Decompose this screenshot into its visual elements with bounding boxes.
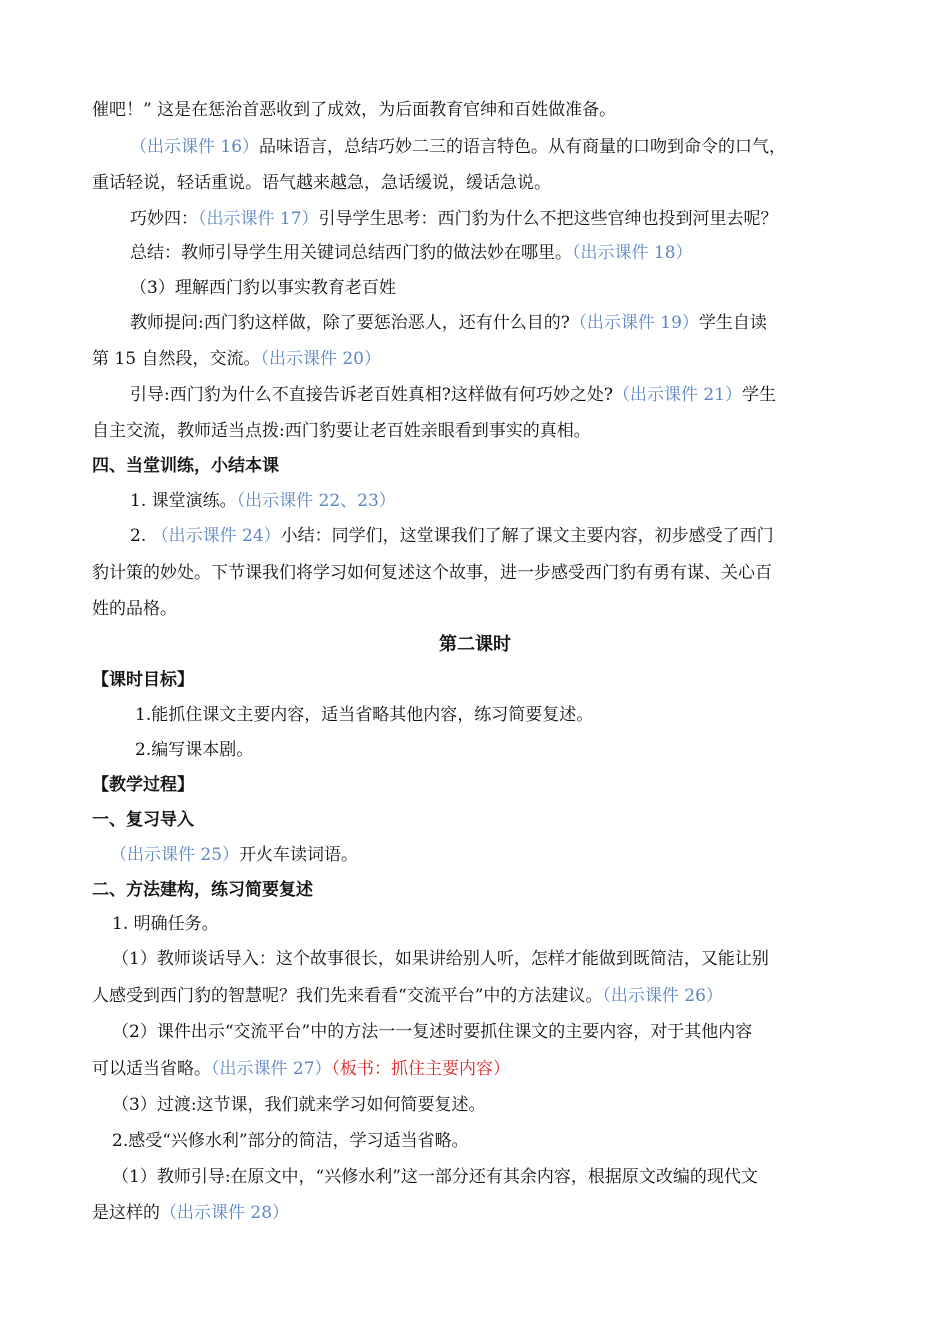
text: 【教学过程】	[92, 775, 194, 795]
paragraph-line	[92, 1201, 289, 1225]
text: 2.感受“兴修水利”部分的简洁，学习适当省略。	[112, 1131, 469, 1151]
text: 1.能抓住课文主要内容，适当省略其他内容，练习简要复述。	[135, 705, 594, 725]
courseware-ref: （出示课件 22、23）	[236, 491, 396, 511]
section-heading	[92, 878, 313, 902]
text: 第二课时	[439, 634, 511, 655]
paragraph-line	[130, 524, 774, 548]
paragraph-line	[112, 1165, 758, 1189]
paragraph-line	[110, 843, 358, 867]
paragraph-line	[135, 738, 253, 762]
paragraph-line	[92, 984, 723, 1008]
paragraph-line	[112, 947, 769, 971]
text: 是这样的	[92, 1203, 160, 1223]
paragraph-line	[112, 1020, 752, 1044]
paragraph-line	[92, 597, 177, 621]
courseware-ref: （出示课件 18）	[572, 243, 693, 263]
text: （1）教师引导:在原文中，“兴修水利”这一部分还有其余内容，根据原文改编的现代文	[112, 1167, 758, 1187]
paragraph-line	[130, 383, 776, 407]
courseware-ref: （出示课件 26）	[602, 986, 723, 1006]
section-heading	[92, 773, 194, 797]
text: 引导:西门豹为什么不直接告诉老百姓真相?这样做有何巧妙之处?	[130, 385, 613, 405]
courseware-ref: （出示课件 19）	[569, 313, 699, 333]
paragraph-line	[130, 207, 778, 231]
text: 学生	[742, 385, 777, 405]
courseware-ref: （出示课件 25）	[110, 845, 240, 865]
text: 2.	[130, 526, 152, 546]
text: 催吧！” 这是在惩治首恶收到了成效，为后面教育官绅和百姓做准备。	[92, 100, 617, 120]
paragraph-line	[112, 1129, 469, 1153]
paragraph-line	[130, 241, 693, 265]
text: 2.编写课本剧。	[135, 740, 254, 760]
paragraph-line	[112, 1093, 486, 1117]
paragraph-line	[135, 703, 593, 727]
text: 学生自读	[698, 313, 767, 333]
text: 人感受到西门豹的智慧呢？我们先来看看“交流平台”中的方法建议。	[92, 986, 603, 1006]
courseware-ref: （出示课件 21）	[612, 385, 743, 405]
text: 教师提问:西门豹这样做，除了要惩治恶人，还有什么目的?	[130, 313, 570, 333]
text: 四、当堂训练，小结本课	[92, 456, 279, 476]
paragraph-line	[92, 561, 772, 585]
text: 可以适当省略。	[92, 1059, 211, 1079]
text: 引导学生思考：西门豹为什么不把这些官绅也投到河里去呢？	[318, 209, 778, 229]
text: 小结：同学们，这堂课我们了解了课文主要内容，初步感受了西门	[280, 526, 774, 546]
paragraph-line	[130, 135, 786, 159]
paragraph-line	[130, 489, 396, 513]
text: 品味语言，总结巧妙二三的语言特色。从有商量的口吻到命令的口气，	[259, 137, 787, 157]
paragraph-line	[112, 912, 219, 936]
courseware-ref: （出示课件 24）	[151, 526, 281, 546]
text: 重话轻说，轻话重说。语气越来越急，急话缓说，缓话急说。	[92, 173, 551, 193]
text: （2）课件出示“交流平台”中的方法一一复述时要抓住课文的主要内容，对于其他内容	[112, 1022, 753, 1042]
courseware-ref: （出示课件 27）	[211, 1059, 332, 1079]
text: 姓的品格。	[92, 599, 177, 619]
board-note: （板书：抓住主要内容）	[331, 1059, 511, 1079]
lesson-title	[0, 633, 950, 657]
paragraph-line	[92, 419, 591, 443]
text: 1. 明确任务。	[112, 914, 219, 934]
section-heading	[92, 454, 279, 478]
paragraph-line	[92, 347, 381, 371]
paragraph-line	[130, 276, 396, 300]
text: （1）教师谈话导入：这个故事很长，如果讲给别人听，怎样才能做到既简洁，又能让别	[112, 949, 769, 969]
courseware-ref: （出示课件 20）	[260, 349, 381, 369]
courseware-ref: （出示课件 16）	[130, 137, 260, 157]
section-heading	[92, 668, 194, 692]
text: 总结：教师引导学生用关键词总结西门豹的做法妙在哪里。	[130, 243, 572, 263]
courseware-ref: （出示课件 17）	[198, 209, 319, 229]
text: 第 15 自然段，交流。	[92, 349, 261, 369]
paragraph-line	[92, 171, 551, 195]
text: （3）理解西门豹以事实教育老百姓	[130, 278, 396, 298]
paragraph-line	[130, 311, 767, 335]
text: 豹计策的妙处。下节课我们将学习如何复述这个故事，进一步感受西门豹有勇有谋、关心百	[92, 563, 772, 583]
text: 1. 课堂演练。	[130, 491, 237, 511]
text: （3）过渡:这节课，我们就来学习如何简要复述。	[112, 1095, 486, 1115]
section-heading	[92, 808, 194, 832]
text: 开火车读词语。	[239, 845, 359, 865]
courseware-ref: （出示课件 28）	[160, 1203, 290, 1223]
text: 一、复习导入	[92, 810, 194, 830]
text: 【课时目标】	[92, 670, 194, 690]
text: 二、方法建构，练习简要复述	[92, 880, 313, 900]
paragraph-line	[92, 98, 616, 122]
paragraph-line	[92, 1057, 510, 1081]
text: 巧妙四：	[130, 209, 198, 229]
text: 自主交流，教师适当点拨:西门豹要让老百姓亲眼看到事实的真相。	[92, 421, 591, 441]
